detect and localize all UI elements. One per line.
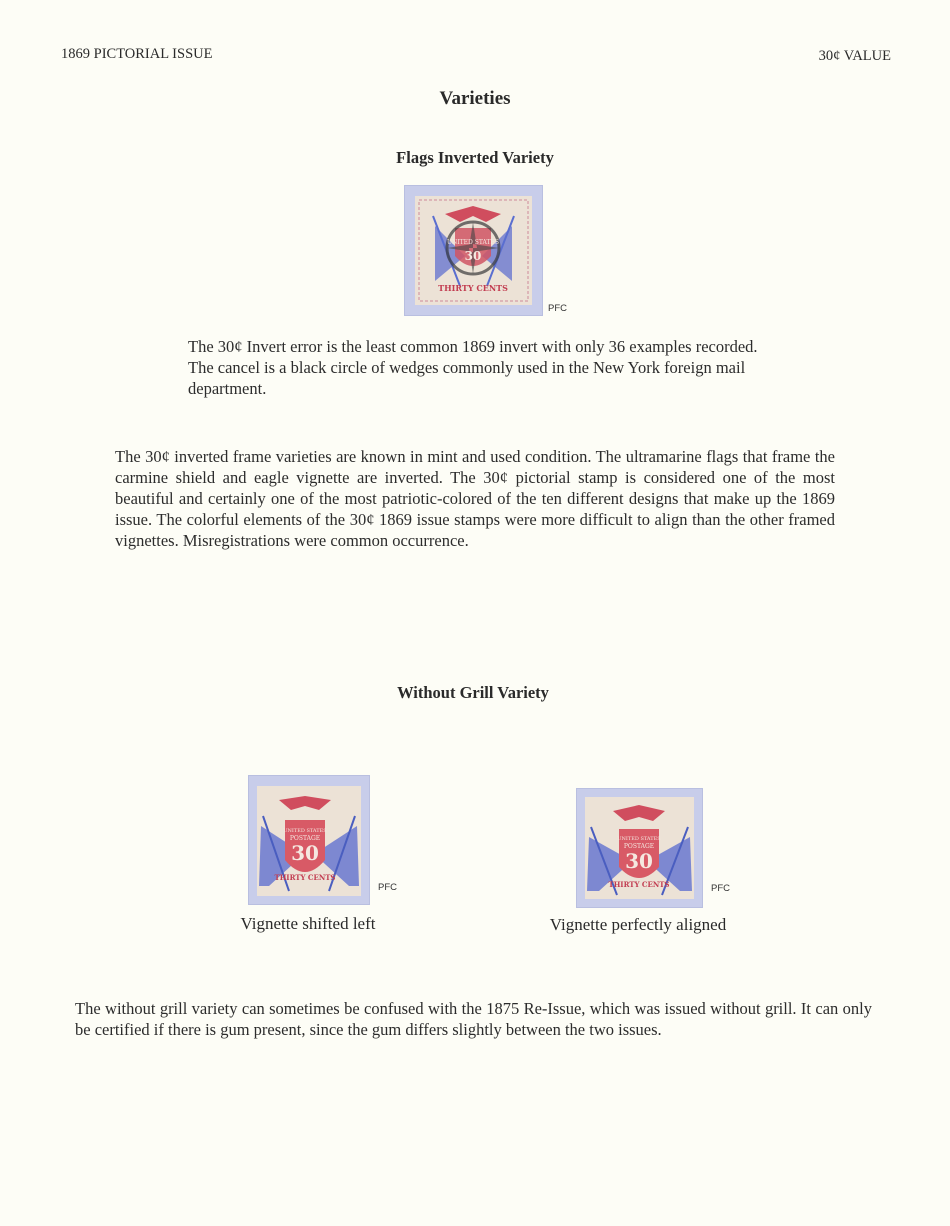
page-title: Varieties	[439, 88, 511, 109]
stamp-top-text: UNITED STATES	[446, 239, 500, 246]
stamp2-bottom-text: THIRTY CENTS	[608, 880, 670, 889]
stamp1-mid-text: POSTAGE	[289, 835, 321, 842]
stamp1-bottom-text: THIRTY CENTS	[274, 873, 336, 882]
shifted-left-stamp	[249, 776, 369, 904]
stamp2-top-text: UNITED STATES	[617, 836, 661, 842]
stamp-bottom-text: THIRTY CENTS	[438, 283, 508, 293]
invert-error-description: The 30¢ Invert error is the least common 1869 invert with only 36 examples recorded. The cancel is a black circle of wedges commonly used in the New York foreign mail department.	[188, 337, 758, 398]
inverted-flags-stamp	[405, 186, 542, 315]
pfc-label: PFC	[548, 303, 567, 314]
stamp2-caption: Vignette perfectly aligned	[549, 915, 727, 934]
stamp1-pfc-label: PFC	[378, 882, 397, 893]
without-grill-heading: Without Grill Variety	[397, 683, 549, 702]
flags-inverted-heading: Flags Inverted Variety	[396, 148, 554, 167]
aligned-stamp-image	[577, 789, 702, 907]
header-right: 30¢ VALUE	[818, 48, 891, 64]
header-left: 1869 PICTORIAL ISSUE	[61, 46, 213, 62]
without-grill-description: The without grill variety can sometimes be confused with the 1875 Re-Issue, which was issued without grill. It can only be certified if there is gum present, since the gum differs slightly between the two issues.	[75, 999, 872, 1039]
stamp1-caption: Vignette shifted left	[240, 914, 376, 933]
inverted-frame-paragraph: The 30¢ inverted frame varieties are known in mint and used condition. The ultramarine flags that frame the carmine shield and eagle vignette are inverted. The 30¢ pictorial stamp is considered one of the most beautiful and certainly one of the most patriotic-colored of the ten different designs that make up the 1869 issue. The colorful elements of the 30¢ 1869 issue stamps were more difficult to align than the other framed vignettes. Misregistrations were common occurrence.	[115, 447, 835, 550]
stamp1-top-text: UNITED STATES	[283, 828, 327, 834]
stamp2-value: 30	[625, 849, 653, 873]
stamp2-mid-text: POSTAGE	[623, 843, 655, 850]
inverted-flags-stamp-image	[405, 186, 542, 315]
stamp-value: 30	[464, 249, 482, 263]
aligned-stamp	[577, 789, 702, 907]
stamp1-value: 30	[291, 841, 319, 865]
stamp2-pfc-label: PFC	[711, 883, 730, 894]
shifted-left-stamp-image	[249, 776, 369, 904]
